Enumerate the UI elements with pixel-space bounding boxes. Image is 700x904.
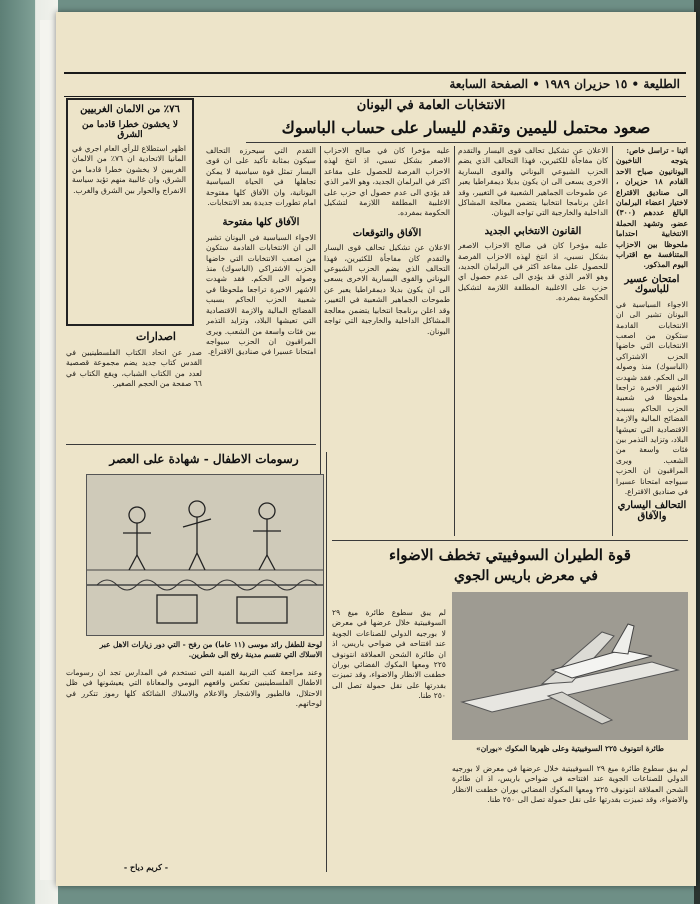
section-heading-4: الآفاق والتوقعات xyxy=(352,227,422,239)
sidebar-title-1: ٧٦٪ من الالمان الغربيين xyxy=(80,104,180,115)
column-4 xyxy=(206,146,316,442)
children-title: رسومات الاطفال - شهادة على العصر xyxy=(109,452,299,466)
column-1-body: الاجواء السياسية في اليونان تشير الى ان الانتخابات القادمة ستكون من اصعب الانتخابات التي خاضها الحزب الاشتراكي (الباسوك) منذ وصوله الى الحكم. فقد شهدت الاشهر الاخيرة تراجعا ملحوظا في شعبية الحزب الحاكم بسبب الفضائح المالية والازمة الاقتصادية التي تعيشها البلاد، وتزايد التذمر بين فئات واسعة من الشعب. ويرى المراقبون ان الحزب سيواجه امتحانا عسيرا في صناديق الاقتراع. xyxy=(616,299,688,496)
page-header-label: الطليعة • ١٥ حزيران ١٩٨٩ • الصفحة السابعة xyxy=(449,77,680,91)
column-3 xyxy=(324,146,450,536)
column-rule xyxy=(612,146,613,536)
child-drawing-image xyxy=(86,474,324,636)
page-header xyxy=(64,72,686,97)
drawing-sketch xyxy=(87,475,323,635)
sidebar-body: اظهر استطلاع للرأي العام اجري في المانيا الاتحادية ان ٧٦٪ من الالمان الغربيين لا يخشون خطرا قادما من الشرق، وان غالبية منهم تؤيد سياسة الانفراج والحوار بين الشرق والغرب. xyxy=(72,144,186,195)
plane-photo xyxy=(452,592,688,740)
column-4-body: التقدم التي سيحرزه التحالف سيكون بمثابة تأكيد على ان قوى اليسار تمثل قوة سياسية لا يمكن تجاهلها في الحياة السياسية اليونانية، وان الآفاق كلها مفتوحة امام تطورات جديدة بعد الانتخابات. xyxy=(206,146,316,208)
aviation-body-right: لم يبق سطوع طائرة ميغ ٢٩ السوفييتية خلال عرضها في معرض لا بورجيه الدولي للصناعات الجوية عند افتتاحه في ضواحي باريس، اذ ان طائرة الشحن العملاقة انتونوف ٢٢٥ ومعها المكوك الفضائي بوران خطفت الانظار والاضواء، وقد تميزت بقدرتها على نقل حمولة تصل الى ٢٥٠ طنا. xyxy=(452,764,688,805)
section-rule xyxy=(332,540,688,541)
column-3-body: عليه مؤخرا كان في صالح الاحزاب الاصغر بشكل نسبي، اذ انتخ لهذه الاحزاب الفرصة للحصول على مقاعد اكثر في البرلمان الجديد، وهو الامر الذي قد يؤدي الى عدم حصول اي حزب على الاغلبية المطلقة اللازمة لتشكيل الحكومة بمفرده. xyxy=(324,146,450,218)
section-heading-5: الآفاق كلها مفتوحة xyxy=(222,217,300,229)
children-body: وعند مراجعة كتب التربية الفنية التي تستخدم في المدارس تجد ان رسومات الاطفال الفلسطينيين تعكس واقعهم اليومي والمعاناة التي يعيشونها في ظل الاحتلال، فالطيور والاشجار والاعلام والاسلاك الشائكة كلها رموز تتكرر في لوحاتهم. xyxy=(66,668,322,709)
column-1 xyxy=(616,146,688,534)
aviation-caption: طائرة انتونوف ٢٢٥ السوفييتية وعلى ظهرها المكوك «بوران» xyxy=(476,744,664,753)
aviation-title-2: في معرض باريس الجوي xyxy=(454,568,598,584)
section-heading-2: التحالف اليساري والآفاق xyxy=(617,500,687,522)
lead-rule xyxy=(246,142,686,143)
column-rule xyxy=(326,452,327,872)
column-2 xyxy=(458,146,608,536)
children-author: - كريم دياح - xyxy=(123,862,169,872)
sidebar-title-2: لا يخشون خطرا قادما من الشرق xyxy=(82,120,178,140)
column-2-body: الاعلان عن تشكيل تحالف قوى اليسار والتقدم كان مفاجأة للكثيرين، فهذا التحالف الذي يضم الحزب الشيوعي اليوناني والقوى اليسارية الاخرى يسعى الى ان يكون بديلا ديمقراطيا يعبر عن طموحات الجماهير الشعبية في التغيير، وقد اعلن برنامجا انتخابيا يتضمن معالجة المشاكل الداخلية والخارجية التي تواجه اليونان. xyxy=(458,146,608,218)
column-3-body-b: الاعلان عن تشكيل تحالف قوى اليسار والتقدم كان مفاجأة للكثيرين، فهذا التحالف الذي يضم الحزب الشيوعي اليوناني والقوى اليسارية الاخرى يسعى الى ان يكون بديلا ديمقراطيا يعبر عن طموحات الجماهير الشعبية في التغيير، وقد اعلن برنامجا انتخابيا يتضمن معالجة المشاكل الداخلية والخارجية التي تواجه اليونان. xyxy=(324,243,450,336)
section-heading-1: امتحان عسير للباسوك xyxy=(624,273,680,296)
releases-body: صدر عن اتحاد الكتاب الفلسطينيين في القدس كتاب جديد يضم مجموعة قصصية لعدد من الكتاب الشباب، ويقع الكتاب في ٦٦ صفحة من الحجم الصغير. xyxy=(66,348,202,389)
lead-intro: يتوجه الناخبون اليونانيون صباح الاحد القادم ١٨ حزيران ، الى صناديق الاقتراع لاختيار اعضاء البرلمان البالغ عددهم (٣٠٠) عضو، وتشهد الحملة الانتخابية احتداما ملحوظا بين الاحزاب المتنافسة مع اقتراب اليوم المذكور. xyxy=(616,156,688,270)
children-caption: لوحة للطفل رائد موسى (١١ عاما) من رفح - التي دور زيارات الاهل عبر الاسلاك التي تقسم مدينة رفح الى شطرين. xyxy=(99,640,322,659)
column-4-body-b: الاجواء السياسية في اليونان تشير الى ان الانتخابات القادمة ستكون من اصعب الانتخابات التي خاضها الحزب الاشتراكي (الباسوك) منذ وصوله الى الحكم. فقد شهدت الاشهر الاخيرة تراجعا ملحوظا في شعبية الحزب الحاكم بسبب الفضائح المالية والازمة الاقتصادية التي تعيشها البلاد، وتزايد التذمر بين فئات واسعة من الشعب. ويرى المراقبون ان الحزب سيواجه امتحانا عسيرا في صناديق الاقتراع. xyxy=(206,232,316,357)
column-rule xyxy=(454,146,455,536)
aviation-body-left: لم يبق سطوع طائرة ميغ ٢٩ السوفييتية خلال عرضها في معرض لا بورجيه الدولي للصناعات الجوية عند افتتاحه في ضواحي باريس، اذ ان طائرة الشحن العملاقة انتونوف ٢٢٥ ومعها المكوك الفضائي بوران خطفت الانظار والاضواء، وقد تميزت بقدرتها على نقل حمولة تصل الى ٢٥٠ طنا. xyxy=(332,608,446,701)
lead-dateline: اثينا - تراسل خاص: xyxy=(626,146,688,155)
aviation-photo xyxy=(452,592,688,740)
aviation-title-1: قوة الطيران السوفييتي تخطف الاضواء xyxy=(389,546,631,564)
section-rule xyxy=(66,444,316,445)
section-heading-3: القانون الانتخابي الجديد xyxy=(484,225,582,237)
newspaper-page xyxy=(56,12,696,886)
sidebar-box xyxy=(66,98,194,326)
column-2-body-b: عليه مؤخرا كان في صالح الاحزاب الاصغر بشكل نسبي، اذ انتخ لهذه الاحزاب الفرصة للحصول على مقاعد اكثر في البرلمان الجديد، وهو الامر الذي قد يؤدي الى عدم حصول اي حزب على الاغلبية المطلقة اللازمة لتشكيل الحكومة بمفرده. xyxy=(458,241,608,303)
lead-title: صعود محتمل لليمين وتقدم لليسار على حساب الباسوك xyxy=(281,118,651,137)
lead-kicker: الانتخابات العامة في اليونان xyxy=(356,98,506,113)
releases-title: اصدارات xyxy=(136,330,176,343)
